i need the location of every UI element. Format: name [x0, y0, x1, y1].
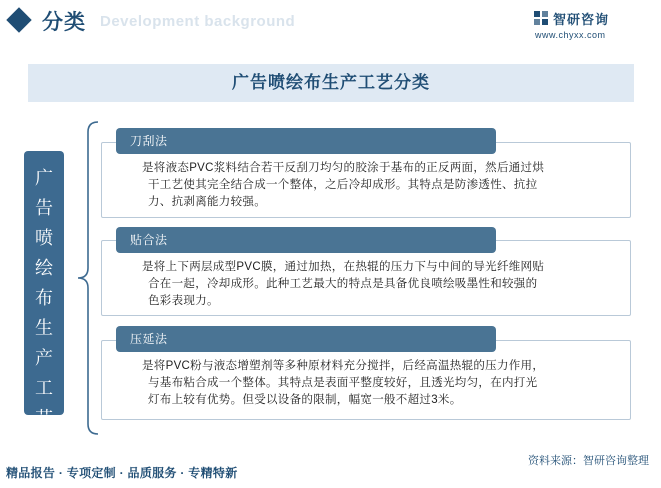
- description-line: 力、抗剥离能力较强。: [148, 196, 266, 208]
- footer-slogan: 精品报告 · 专项定制 · 品质服务 · 专精特新: [6, 466, 238, 480]
- description-line: 灯布上较有优势。但受以设备的限制，幅宽一般不超过3米。: [148, 394, 462, 406]
- method-name: 刀刮法: [130, 134, 168, 148]
- category-char: 生: [35, 318, 53, 338]
- section-title: 分类: [42, 11, 86, 34]
- description-line: 与基布粘合成一个整体。其特点是表面平整度较好，且透光均匀，在内打光: [148, 377, 538, 389]
- category-char: 工: [35, 378, 53, 398]
- category-char: 广: [35, 168, 53, 188]
- bracket-connector: [74, 118, 100, 438]
- description-line: 是将PVC粉与液态增塑剂等多种原材料充分搅拌，后经高温热辊的压力作用，: [142, 360, 545, 372]
- background-watermark-text: Development background: [100, 13, 296, 30]
- footer: [0, 460, 661, 488]
- method-tab-calender: [116, 326, 496, 352]
- logo-name: 智研咨询: [553, 12, 610, 27]
- method-tab-laminate: [116, 227, 496, 253]
- category-label: [24, 151, 64, 428]
- logo-url: www.chyxx.com: [535, 30, 606, 40]
- title-banner: [28, 64, 634, 102]
- description-line: 色彩表现力。: [148, 295, 219, 307]
- category-char: 喷: [35, 228, 53, 248]
- method-name: 压延法: [130, 332, 168, 346]
- method-name: 贴合法: [130, 233, 168, 247]
- method-description: [142, 259, 622, 310]
- category-label-text: [24, 163, 64, 433]
- description-line: 是将液态PVC浆料结合若干反刮刀均匀的胶涂于基布的正反两面，然后通过烘: [142, 162, 545, 174]
- brand-logo-icon: [533, 10, 549, 26]
- diamond-icon: [6, 7, 31, 32]
- description-line: 干工艺使其完全结合成一个整体，之后冷却成形。其特点是防渗透性、抗拉: [148, 179, 538, 191]
- category-char: 产: [35, 348, 53, 368]
- method-description: [142, 358, 622, 409]
- description-line: 是将上下两层成型PVC膜，通过加热，在热辊的压力下与中间的导光纤维网贴: [142, 261, 545, 273]
- data-source: 资料来源：智研咨询整理: [528, 455, 649, 467]
- header: [0, 0, 661, 48]
- diagram-title: 广告喷绘布生产工艺分类: [232, 73, 430, 92]
- category-char: 告: [35, 198, 53, 218]
- method-tab-scraper: [116, 128, 496, 154]
- category-char: 艺: [35, 408, 53, 428]
- description-line: 合在一起，冷却成形。此种工艺最大的特点是具备优良喷绘吸墨性和较强的: [148, 278, 538, 290]
- method-description: [142, 160, 622, 211]
- category-char: 绘: [35, 258, 53, 278]
- category-char: 布: [35, 288, 53, 308]
- logo: [533, 8, 643, 46]
